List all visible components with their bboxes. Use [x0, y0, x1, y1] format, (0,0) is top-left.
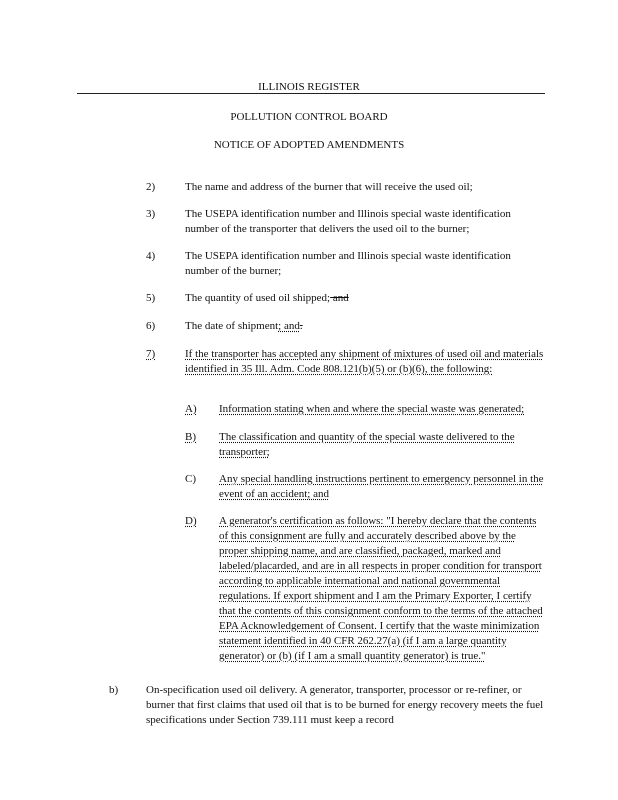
subitem-letter-c: C) [185, 473, 196, 485]
subitem-letter-b: B) [185, 431, 196, 443]
subitem-letter-a: A) [185, 403, 197, 415]
subitem-text-d: A generator's certification as follows: "I hereby declare that the contents of this consignment are fully and accurately described above by the proper shipping name, and are classified, packaged, marked and labeled/placarded, and are in all respects in proper condition for transport according to applicable international and national governmental regulations. If export shipment and I am the Primary Exporter, I certify that the contents of this consignment conform to the terms of the attached EPA Acknowledgement of Consent. I certify that the waste minimization statement identified in 40 CFR 262.27(a) (if I am a large quantity generator) or (b) (if I am a small quantity generator) is true." [219, 515, 543, 662]
item-text-6 [185, 319, 547, 334]
item-number-5: 5) [146, 292, 156, 304]
subitem-text-a: Information stating when and where the special waste was generated; [219, 403, 525, 415]
item-6-deleted-period: . [299, 320, 303, 332]
item-6-added-text: ; and [278, 320, 300, 332]
item-5-deleted-text: and [330, 292, 349, 304]
item-text-2: The name and address of the burner that will receive the used oil; [185, 181, 473, 193]
item-6-text: The date of shipment [185, 320, 279, 332]
subitem-text-c: Any special handling instructions pertinent to emergency personnel in the event of an accident; and [219, 473, 544, 500]
header-rule [77, 93, 545, 94]
item-5-retained-text: The quantity of used oil shipped; [185, 292, 331, 304]
section-b-text: On-specification used oil delivery. A generator, transporter, processor or re-refiner, or burner that first claims that used oil that is to be burned for energy recovery meets the fuel specifications under Section 739.111 must keep a record [146, 684, 544, 726]
item-number-4: 4) [146, 250, 156, 262]
notice-title: NOTICE OF ADOPTED AMENDMENTS [213, 139, 405, 151]
item-number-2: 2) [146, 181, 156, 193]
subitem-letter-d: D) [185, 515, 197, 527]
item-text-7: If the transporter has accepted any shipment of mixtures of used oil and materials identified in 35 Ill. Adm. Code 808.121(b)(5) or (b)(6), the following: [185, 348, 544, 375]
agency-name: POLLUTION CONTROL BOARD [230, 111, 388, 123]
item-text-5 [185, 291, 547, 306]
item-text-4: The USEPA identification number and Illinois special waste identification number of the burner; [185, 250, 511, 277]
subitem-text-b: The classification and quantity of the special waste delivered to the transporter; [219, 431, 515, 458]
section-b-label: b) [109, 684, 119, 696]
item-number-6: 6) [146, 320, 156, 332]
item-number-7: 7) [146, 348, 156, 360]
register-title: ILLINOIS REGISTER [258, 81, 360, 93]
item-number-3: 3) [146, 208, 156, 220]
item-text-3: The USEPA identification number and Illinois special waste identification number of the transporter that delivers the used oil to the burner; [185, 208, 511, 235]
